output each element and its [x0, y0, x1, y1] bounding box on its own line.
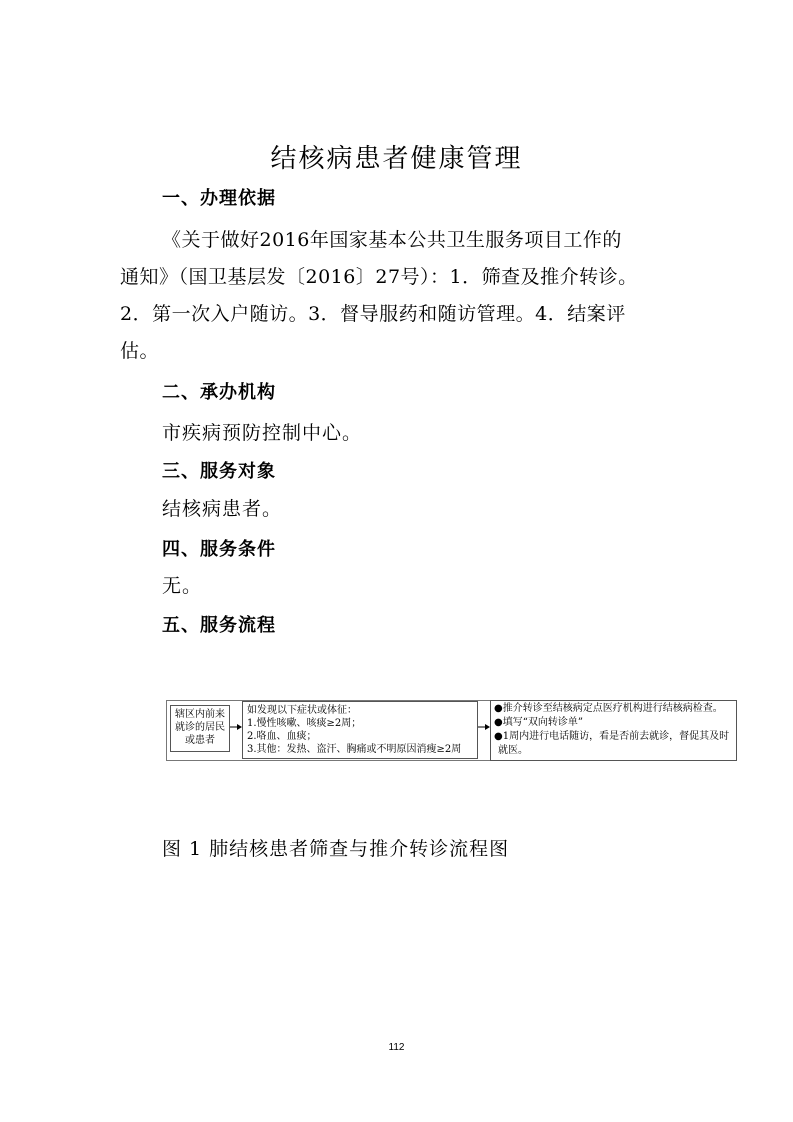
section-heading-process: 五、服务流程 [162, 615, 276, 636]
flow-box-symptoms: 如发现以下症状或体征： 1.慢性咳嗽、咳痰≥2周； 2.咯血、血痰； 3.其他：发热、盗汗、胸痛或不明原因消瘦≥2周 [242, 701, 478, 759]
target-text: 结核病患者。 [162, 498, 283, 520]
section-heading-conditions: 四、服务条件 [162, 539, 276, 560]
basis-paragraph [120, 222, 680, 370]
basis-line: 通知》（国卫基层发〔2016〕27号）：1．筛查及推介转诊。 [120, 266, 638, 288]
basis-line: 《关于做好2016年国家基本公共卫生服务项目工作的 [162, 229, 622, 251]
basis-line: 2．第一次入户随访。3．督导服药和随访管理。4．结案评 [120, 303, 626, 325]
section-heading-target: 三、服务对象 [162, 461, 276, 482]
flow-box-referral: ●推介转诊至结核病定点医疗机构进行结核病检查。 ●填写“双向转诊单” ●1周内进行电话随访，看是否前去就诊，督促其及时 就医。 [490, 700, 737, 761]
flow-arrow-1 [230, 722, 242, 732]
basis-line: 估。 [120, 340, 160, 362]
section-heading-organizer: 二、承办机构 [162, 382, 276, 403]
organizer-text: 市疾病预防控制中心。 [162, 422, 363, 444]
section-heading-basis: 一、办理依据 [162, 188, 276, 209]
document-title: 结核病患者健康管理 [270, 144, 523, 174]
flow-box-residents: 辖区内前来 就诊的居民 或患者 [170, 705, 230, 752]
flow-arrow-2 [478, 722, 490, 732]
conditions-text: 无。 [162, 575, 203, 597]
figure-caption: 图 1 肺结核患者筛查与推介转诊流程图 [162, 838, 510, 860]
page-number: 112 [388, 1042, 405, 1053]
